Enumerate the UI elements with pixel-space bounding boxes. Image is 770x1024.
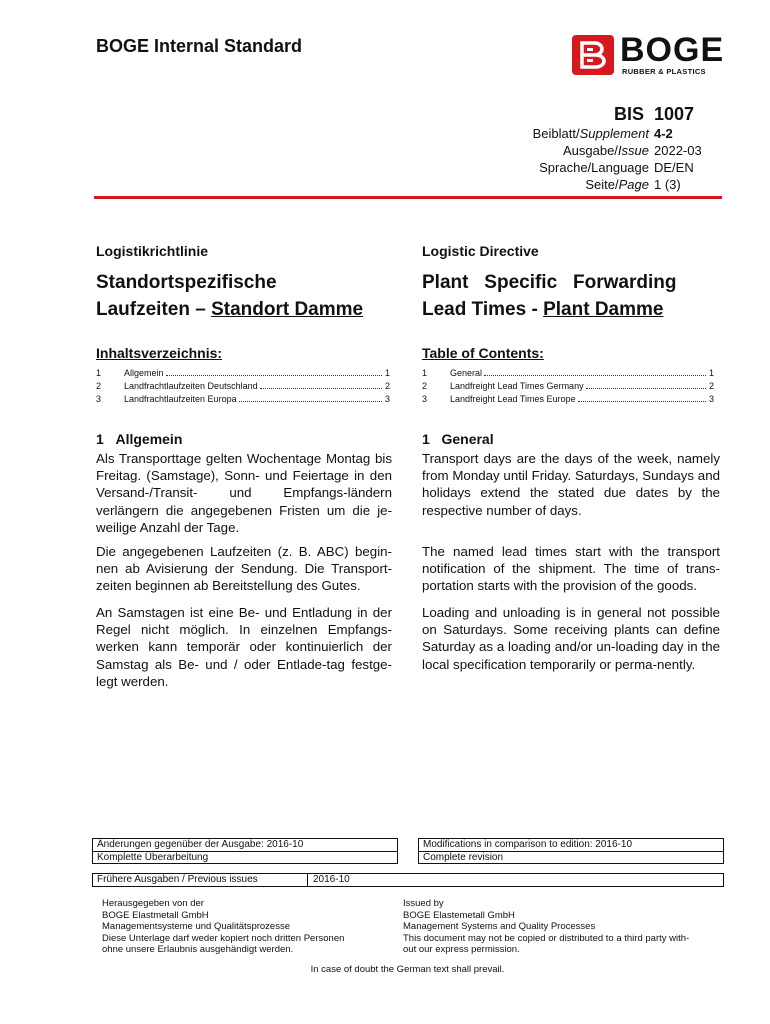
de-paragraph: Die angegebenen Laufzeiten (z. B. ABC) begin-nen ab Avisierung der Sendung. Die Transport-zeiten beginnen ab Bereitstellung des Gutes.	[96, 544, 392, 594]
en-section-heading: 1 General	[422, 431, 494, 447]
en-issued-by: Issued by BOGE Elastemetall GmbH Management Systems and Quality Processes This document may not be copied or distributed to a third party with- out our express permission.	[403, 898, 690, 955]
en-title: Plant Specific Forwarding Lead Times - Plant Damme	[422, 272, 677, 320]
de-title: Standortspezifische Laufzeiten – Standort Damme	[96, 272, 364, 320]
logo-subtitle: RUBBER & PLASTICS	[622, 67, 706, 76]
logo-name: BOGE	[620, 31, 725, 69]
toc-entry[interactable]: 2 Landfrachtlaufzeiten Deutschland 2	[96, 381, 390, 391]
boge-b-icon	[572, 35, 614, 75]
meta-label-page: Seite/Page	[585, 177, 649, 192]
previous-issues-label: Frühere Ausgaben / Previous issues	[93, 874, 308, 886]
toc-entry[interactable]: 3 Landfreight Lead Times Europe 3	[422, 394, 714, 404]
de-paragraph: Als Transporttage gelten Wochentage Montag bis Freitag. (Samstage), Sonn- und Feiertage in den Versand-/Transit- und Empfangs-ländern verlängern die angegebenen Fristen um die je-weilige Anzahl der Tage.	[96, 451, 392, 535]
toc-entry[interactable]: 1 General 1	[422, 368, 714, 378]
header-divider	[94, 196, 722, 199]
previous-issues-box	[92, 873, 724, 887]
meta-value-page: 1 (3)	[654, 177, 681, 192]
toc-entry[interactable]: 2 Landfreight Lead Times Germany 2	[422, 381, 714, 391]
de-paragraph: An Samstagen ist eine Be- und Entladung in der Regel nicht möglich. In einzelnen Empfangs-werken kann temporär oder kontinuierlich der Samstag als Be- und / oder Entlade-tag festge-legt werden.	[96, 605, 392, 689]
standard-title: BOGE Internal Standard	[96, 36, 303, 56]
en-toc	[422, 367, 714, 406]
toc-entry[interactable]: 3 Landfrachtlaufzeiten Europa 3	[96, 394, 390, 404]
meta-value-language: DE/EN	[654, 160, 694, 175]
de-toc	[96, 367, 390, 406]
en-changes-box: Modifications in comparison to edition: 2016-10 Complete revision	[418, 838, 724, 864]
en-paragraph: Transport days are the days of the week, namely from Monday until Friday. Saturdays, Sundays and holidays extend the stated due dates by the respective number of days.	[422, 451, 720, 518]
en-toc-title: Table of Contents:	[422, 345, 544, 361]
en-paragraph: The named lead times start with the transport notification of the shipment. The time of trans-portation starts with the provision of the goods.	[422, 544, 720, 594]
de-section-heading: 1 Allgemein	[96, 431, 183, 447]
meta-value-issue: 2022-03	[654, 143, 702, 158]
meta-label-supplement: Beiblatt/Supplement	[532, 126, 649, 141]
meta-label-issue: Ausgabe/Issue	[562, 143, 649, 158]
de-issued-by: Herausgegeben von der BOGE Elastmetall GmbH Managementsysteme und Qualitätsprozesse Diese Unterlage darf weder kopiert noch dritten Personen ohne unsere Erlaubnis ausgehändigt werden.	[102, 898, 345, 955]
en-kicker: Logistic Directive	[422, 243, 539, 259]
meta-label-language: Sprache/Language	[539, 160, 649, 175]
boge-logo	[572, 31, 725, 77]
de-toc-title: Inhaltsverzeichnis:	[96, 345, 223, 361]
en-paragraph: Loading and unloading is in general not possible on Saturdays. Some receiving plants can define Saturday as a loading and/or un-loading day in the local specification temporarily or perma-nently.	[422, 605, 720, 672]
toc-entry[interactable]: 1 Allgemein 1	[96, 368, 390, 378]
de-changes-box: Änderungen gegenüber der Ausgabe: 2016-10 Komplette Überarbeitung	[92, 838, 398, 864]
previous-issues-value: 2016-10	[313, 874, 350, 885]
doc-prefix: BIS	[614, 104, 645, 124]
doubt-note: In case of doubt the German text shall prevail.	[310, 964, 505, 975]
meta-value-supplement: 4-2	[654, 126, 673, 141]
doc-number: 1007	[654, 104, 695, 124]
de-kicker: Logistikrichtlinie	[96, 243, 209, 259]
